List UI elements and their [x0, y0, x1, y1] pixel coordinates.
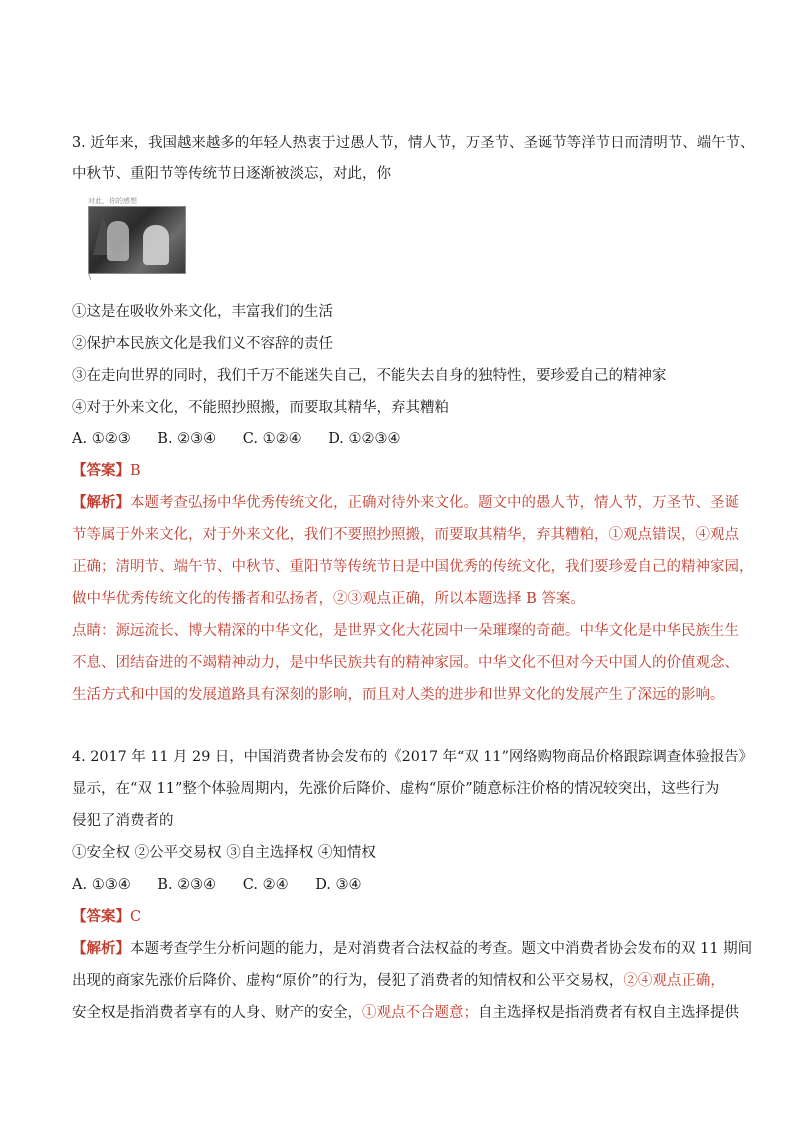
q3-stem-line-2: 中秋节、重阳节等传统节日逐渐被淡忘，对此，你	[72, 166, 391, 182]
q3-choice-d: D. ①②③④	[328, 431, 401, 447]
q4-analysis-text-2a: 出现的商家先涨价后降价、虚构“原价”的行为，侵犯了消费者的知情权和公平交易权，	[72, 973, 624, 989]
q4-options: ①安全权 ②公平交易权 ③自主选择权 ④知情权	[72, 845, 376, 861]
q4-stem-line-1: 4. 2017 年 11 月 29 日，中国消费者协会发布的《2017 年“双 11”网络购物商品价格跟踪调查体验报告》	[72, 749, 754, 765]
q4-choice-a: A. ①③④	[72, 877, 131, 893]
q4-analysis-text-1: 本题考查学生分析问题的能力，是对消费者合法权益的考查。题文中消费者协会发布的双 11 期间	[130, 941, 753, 957]
q3-option-3: ③在走向世界的同时，我们千万不能迷失自己，不能失去自身的独特性，要珍爱自己的精神家	[72, 368, 667, 384]
q3-choice-a: A. ①②③	[72, 431, 131, 447]
q3-analysis-line-3: 正确；清明节、端午节、中秋节、重阳节等传统节日是中国优秀的传统文化，我们要珍爱自己的精神家园，	[72, 559, 754, 575]
q3-tip-line-1	[72, 621, 739, 641]
q3-answer-value: B	[130, 463, 141, 479]
q4-answer	[72, 907, 141, 927]
q3-analysis-line-1	[72, 493, 739, 513]
q3-option-4: ④对于外来文化，不能照抄照搬，而要取其精华，弃其糟粕	[72, 400, 449, 416]
q3-photo	[88, 206, 186, 274]
q3-option-2: ②保护本民族文化是我们义不容辞的责任	[72, 336, 333, 352]
q3-option-1: ①这是在吸收外来文化，丰富我们的生活	[72, 304, 333, 320]
q3-image-caption: 对此，你的感想	[88, 197, 137, 205]
q3-answer	[72, 461, 141, 481]
q3-analysis-text-4b: ②③观点正确，所以本题选择 B 答案。	[333, 591, 585, 607]
q3-choice-b: B. ②③④	[157, 431, 217, 447]
q3-analysis-line-2	[72, 525, 739, 545]
q4-choices	[72, 875, 384, 895]
q4-analysis-text-3a: 安全权是指消费者享有的人身、财产的安全，	[72, 1005, 362, 1021]
q4-analysis-line-1	[72, 939, 752, 959]
q4-choice-b: B. ②③④	[157, 877, 217, 893]
q3-answer-tag: 【答案】	[72, 462, 130, 479]
q3-image-mark: \	[88, 272, 92, 282]
q4-analysis-text-3b: ①观点不合题意；	[362, 1005, 478, 1021]
person-figure-1	[107, 221, 129, 261]
q4-analysis-text-3c: 自主选择权是指消费者有权自主选择提供	[478, 1005, 739, 1021]
q3-analysis-text-4a: 做中华优秀传统文化的传播者和弘扬者，	[72, 591, 333, 607]
q3-tip-text-1: 源远流长、博大精深的中华文化，是世界文化大花园中一朵璀璨的奇葩。中华文化是中华民族生生	[115, 623, 739, 639]
q3-analysis-text-1: 本题考查弘扬中华优秀传统文化，正确对待外来文化。题文中的愚人节，情人节，万圣节、圣诞	[130, 495, 739, 511]
q4-stem-line-2: 显示，在“双 11”整个体验周期内，先涨价后降价、虚构“原价”随意标注价格的情况较突出，这些行为	[72, 781, 720, 797]
q3-choice-c: C. ①②④	[242, 431, 302, 447]
q3-analysis-text-2a: 节等属于外来文化，对于外来文化，我们不要照抄照搬，而要取其精华，弃其糟粕，	[72, 527, 609, 543]
q3-tip-line-3: 生活方式和中国的发展道路具有深刻的影响，而且对人类的进步和世界文化的发展产生了深远的影响。	[72, 687, 725, 703]
q3-stem-line-1: 3. 近年来，我国越来越多的年轻人热衷于过愚人节，情人节，万圣节、圣诞节等洋节日而清明节、端午节、	[72, 135, 755, 151]
q4-answer-value: C	[130, 909, 142, 925]
q4-choice-c: C. ②④	[242, 877, 289, 893]
q3-analysis-line-4	[72, 589, 585, 609]
q4-stem-line-3: 侵犯了消费者的	[72, 813, 174, 829]
q4-analysis-line-3	[72, 1003, 739, 1023]
q3-tip-line-2: 不息、团结奋进的不竭精神动力，是中华民族共有的精神家园。中华文化不但对今天中国人的价值观念、	[72, 655, 739, 671]
person-figure-2	[143, 225, 169, 265]
q3-analysis-tag: 【解析】	[72, 494, 130, 511]
q3-tip-tag: 点睛：	[72, 623, 116, 639]
q3-choices	[72, 429, 423, 449]
q3-analysis-text-2b: ①观点错误，④观点	[608, 527, 739, 543]
q4-analysis-text-2b: ②④观点正确，	[623, 973, 725, 989]
q4-choice-d: D. ③④	[315, 877, 362, 893]
q4-analysis-tag: 【解析】	[72, 940, 130, 957]
q4-analysis-line-2	[72, 971, 725, 991]
q4-answer-tag: 【答案】	[72, 908, 130, 925]
